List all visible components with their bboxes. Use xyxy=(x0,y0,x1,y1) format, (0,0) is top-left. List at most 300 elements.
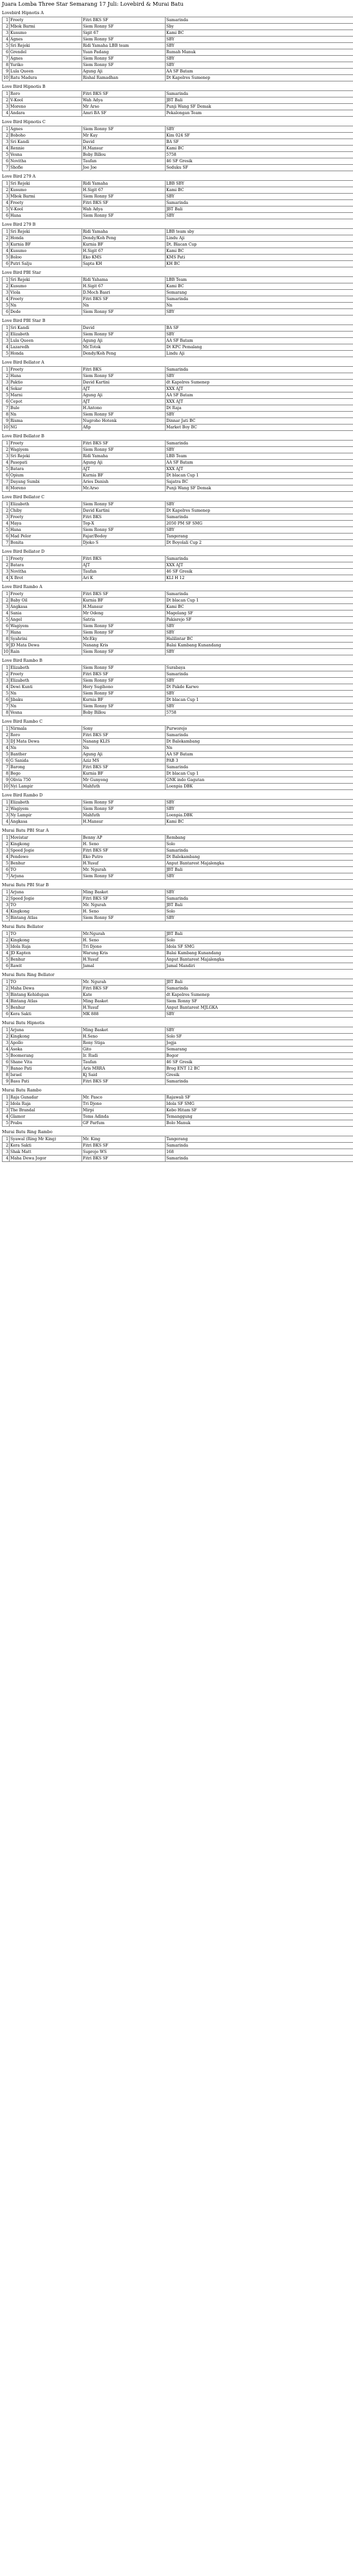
bird-name-cell: Grendel xyxy=(10,49,82,56)
rank-cell: 3 xyxy=(3,739,10,745)
rank-cell: 5 xyxy=(3,1005,10,1011)
owner-cell: Eko Putro xyxy=(82,854,166,861)
origin-cell: Dt. Blacan Cup xyxy=(166,242,353,248)
origin-cell: Semarang xyxy=(166,290,353,296)
owner-cell: H.Sigit 67 xyxy=(82,283,166,290)
rank-cell: 9 xyxy=(3,69,10,75)
origin-cell: Anput Bantarest Majalengka xyxy=(166,861,353,867)
rank-cell: 8 xyxy=(3,636,10,643)
owner-cell: Ming Basket xyxy=(82,889,166,896)
owner-cell: Siem Ronny SF xyxy=(82,703,166,710)
origin-cell: Nn xyxy=(166,745,353,752)
origin-cell: SBY xyxy=(166,194,353,200)
owner-cell: Siem Ronny SF xyxy=(82,412,166,418)
owner-cell: H. Seno xyxy=(82,938,166,944)
origin-cell: LBB team sby xyxy=(166,229,353,235)
rank-cell: 2 xyxy=(3,332,10,338)
table-row xyxy=(3,944,353,950)
rank-cell: 4 xyxy=(3,854,10,861)
rank-cell: 5 xyxy=(3,152,10,158)
origin-cell: Samarinda xyxy=(166,764,353,771)
origin-cell: 46 SF Gresik xyxy=(166,569,353,575)
bird-name-cell: Risma xyxy=(10,418,82,425)
owner-cell: Nanang KLIS xyxy=(82,739,166,745)
bird-name-cell: Sri Rejeki xyxy=(10,43,82,49)
origin-cell: XXX AJT xyxy=(166,466,353,473)
table-row xyxy=(3,283,353,290)
owner-cell: Benny AP xyxy=(82,835,166,841)
origin-cell: LBB Team xyxy=(166,277,353,283)
bird-name-cell: Baby Oil xyxy=(10,598,82,604)
table-row xyxy=(3,104,353,110)
rank-cell: 7 xyxy=(3,703,10,710)
table-row xyxy=(3,277,353,283)
table-row xyxy=(3,332,353,338)
origin-cell: Brog ENT 12 BC xyxy=(166,1066,353,1072)
bird-name-cell: TO xyxy=(10,979,82,986)
owner-cell: Dendy/Koh Peng xyxy=(82,351,166,357)
rank-cell: 8 xyxy=(3,771,10,777)
origin-cell: SBY xyxy=(166,678,353,684)
origin-cell: Samarinda xyxy=(166,17,353,24)
owner-cell: H.Sigit 67 xyxy=(82,187,166,194)
bird-name-cell: Cepot xyxy=(10,399,82,405)
bird-name-cell: Kingkong xyxy=(10,938,82,944)
owner-cell: Ridi Yamaha xyxy=(82,181,166,187)
class-section xyxy=(2,716,351,790)
rank-cell: 2 xyxy=(3,1143,10,1149)
results-table xyxy=(2,90,353,117)
owner-cell: GF Parfum xyxy=(82,1120,166,1127)
rank-cell: 4 xyxy=(3,950,10,957)
origin-cell: SBY xyxy=(166,527,353,534)
origin-cell: Halilintar BC xyxy=(166,636,353,643)
origin-cell: KLI H 12 xyxy=(166,575,353,582)
owner-cell: H.Yusuf xyxy=(82,957,166,963)
class-title: Love Bird Bellator C xyxy=(2,492,351,501)
table-row xyxy=(3,569,353,575)
owner-cell: Siem Ronny SF xyxy=(82,665,166,671)
bird-name-cell: Freety xyxy=(10,367,82,373)
results-table xyxy=(2,1094,353,1127)
table-row xyxy=(3,133,353,139)
class-title: Love Bird Bellator A xyxy=(2,357,351,366)
origin-cell: AA SF Batam xyxy=(166,69,353,75)
owner-cell: Agung Aji xyxy=(82,69,166,75)
table-row xyxy=(3,139,353,146)
rank-cell: 6 xyxy=(3,213,10,219)
origin-cell: Kami BC xyxy=(166,604,353,610)
bird-name-cell: Idola Raja xyxy=(10,944,82,950)
rank-cell: 4 xyxy=(3,200,10,206)
owner-cell: Kate xyxy=(82,992,166,998)
bird-name-cell: Maha Dewa xyxy=(10,986,82,992)
owner-cell: Siem Ronny SF xyxy=(82,62,166,69)
class-title: Love Bird 279 A xyxy=(2,171,351,180)
rank-cell: 1 xyxy=(3,1136,10,1143)
bird-name-cell: Ny Lampir xyxy=(10,812,82,819)
table-row xyxy=(3,873,353,880)
owner-cell: Nugroho Hotenk xyxy=(82,418,166,425)
table-row xyxy=(3,1072,353,1079)
bird-name-cell: Sri Rejeki xyxy=(10,181,82,187)
owner-cell: Siem Ronny SF xyxy=(82,332,166,338)
origin-cell: Loenpia.DBK xyxy=(166,812,353,819)
table-row xyxy=(3,386,353,392)
table-row xyxy=(3,97,353,104)
rank-cell: 5 xyxy=(3,466,10,473)
owner-cell: Ridi Yamaha LBB team xyxy=(82,43,166,49)
bird-name-cell: Freety xyxy=(10,671,82,678)
bird-name-cell: Wagiyem xyxy=(10,623,82,630)
origin-cell: 46 SF Gresik xyxy=(166,1059,353,1066)
bird-name-cell: Shak Matt xyxy=(10,1149,82,1156)
origin-cell: SBY xyxy=(166,703,353,710)
origin-cell: PAB 3 xyxy=(166,758,353,764)
table-row xyxy=(3,110,353,117)
bird-name-cell: Elizabeth xyxy=(10,332,82,338)
table-row xyxy=(3,62,353,69)
rank-cell: 1 xyxy=(3,1027,10,1034)
origin-cell: SBY xyxy=(166,623,353,630)
class-section xyxy=(2,117,351,171)
owner-cell: Fitri BKS SF xyxy=(82,1079,166,1085)
table-row xyxy=(3,623,353,630)
rank-cell: 5 xyxy=(3,1053,10,1059)
table-row xyxy=(3,56,353,62)
owner-cell: Wah Adya xyxy=(82,97,166,104)
origin-cell: JBT Bali xyxy=(166,867,353,873)
origin-cell: Dt blacan Cup 1 xyxy=(166,771,353,777)
origin-cell: SBY xyxy=(166,691,353,697)
results-table xyxy=(2,725,353,790)
bird-name-cell: Viola xyxy=(10,290,82,296)
class-section xyxy=(2,219,351,267)
owner-cell: D.Moch Basri xyxy=(82,290,166,296)
owner-cell: Siem Ronny SF xyxy=(82,24,166,30)
table-row xyxy=(3,861,353,867)
bird-name-cell: Freety xyxy=(10,441,82,447)
rank-cell: 6 xyxy=(3,534,10,540)
owner-cell: Kurnia BF xyxy=(82,771,166,777)
rank-cell: 9 xyxy=(3,1079,10,1085)
bird-name-cell: Elizabeth xyxy=(10,800,82,806)
rank-cell: 4 xyxy=(3,460,10,466)
rank-cell: 4 xyxy=(3,1156,10,1162)
bird-name-cell: Freety xyxy=(10,200,82,206)
table-row xyxy=(3,540,353,546)
rank-cell: 9 xyxy=(3,418,10,425)
bird-name-cell: Freety xyxy=(10,296,82,303)
class-title: Love Bird PBI Star B xyxy=(2,316,351,324)
rank-cell: 7 xyxy=(3,405,10,412)
owner-cell: Mahfuth xyxy=(82,812,166,819)
owner-cell: Ir. Rudi xyxy=(82,1053,166,1059)
origin-cell: Dt Pakde Karwo xyxy=(166,684,353,691)
owner-cell: Siem Ronny SF xyxy=(82,800,166,806)
table-row xyxy=(3,854,353,861)
origin-cell: Dt Raja xyxy=(166,405,353,412)
bird-name-cell: Kingkong xyxy=(10,909,82,915)
class-section xyxy=(2,81,351,117)
table-row xyxy=(3,1114,353,1120)
rank-cell: 5 xyxy=(3,691,10,697)
results-table xyxy=(2,228,353,267)
rank-cell: 2 xyxy=(3,24,10,30)
rank-cell: 3 xyxy=(3,194,10,200)
origin-cell: Kami BC xyxy=(166,283,353,290)
table-row xyxy=(3,684,353,691)
bird-name-cell: Freety xyxy=(10,514,82,521)
bird-name-cell: V-Kool xyxy=(10,206,82,213)
class-section xyxy=(2,357,351,431)
origin-cell: SBY xyxy=(166,630,353,636)
rank-cell: 6 xyxy=(3,158,10,165)
owner-cell: Ridi Yamaha xyxy=(82,229,166,235)
owner-cell: Aziz MS xyxy=(82,758,166,764)
owner-cell: H.Mansur xyxy=(82,819,166,825)
table-row xyxy=(3,691,353,697)
bird-name-cell: Rain xyxy=(10,649,82,655)
table-row xyxy=(3,909,353,915)
origin-cell: SBY xyxy=(166,37,353,43)
origin-cell: SBY xyxy=(166,1027,353,1034)
origin-cell: Dt Boyolali Cup 2 xyxy=(166,540,353,546)
rank-cell: 4 xyxy=(3,909,10,915)
owner-cell: Kurnia BF xyxy=(82,473,166,479)
bird-name-cell: Arjuna xyxy=(10,1027,82,1034)
bird-name-cell: Kurnia BF xyxy=(10,242,82,248)
bird-name-cell: Paktio xyxy=(10,380,82,386)
owner-cell: Fitri BKS SF xyxy=(82,200,166,206)
rank-cell: 2 xyxy=(3,373,10,380)
bird-name-cell: Jibaku xyxy=(10,697,82,703)
bird-name-cell: DJ Mata Dewa xyxy=(10,739,82,745)
bird-name-cell: Syahrini xyxy=(10,636,82,643)
origin-cell: SBY xyxy=(166,915,353,922)
bird-name-cell: Marni xyxy=(10,392,82,399)
rank-cell: 3 xyxy=(3,812,10,819)
origin-cell: Bolo Manuk xyxy=(166,1120,353,1127)
rank-cell: 2 xyxy=(3,732,10,739)
owner-cell: Fitri BKS SF xyxy=(82,91,166,97)
bird-name-cell: Kingkong xyxy=(10,1034,82,1040)
owner-cell: Fitri BKS SF xyxy=(82,986,166,992)
table-row xyxy=(3,1047,353,1053)
bird-name-cell: Kusumo xyxy=(10,248,82,255)
rank-cell: 1 xyxy=(3,979,10,986)
bird-name-cell: Vesna xyxy=(10,152,82,158)
origin-cell: Lindu Aji xyxy=(166,351,353,357)
rank-cell: 1 xyxy=(3,367,10,373)
owner-cell: Ridi Yahama xyxy=(82,277,166,283)
origin-cell: dt Kapolres Sumenep xyxy=(166,380,353,386)
results-table xyxy=(2,1136,353,1162)
bird-name-cell: Kera Sakti xyxy=(10,1011,82,1018)
rank-cell: 1 xyxy=(3,91,10,97)
origin-cell: Semarang xyxy=(166,1047,353,1053)
rank-cell: 10 xyxy=(3,75,10,81)
origin-cell: Pekalongan Team xyxy=(166,110,353,117)
owner-cell: Mr. Pasco xyxy=(82,1095,166,1101)
class-section xyxy=(2,582,351,655)
rank-cell: 1 xyxy=(3,126,10,133)
rank-cell: 5 xyxy=(3,43,10,49)
table-row xyxy=(3,1034,353,1040)
table-row xyxy=(3,1053,353,1059)
origin-cell: Nn xyxy=(166,303,353,309)
table-row xyxy=(3,957,353,963)
owner-cell: Siem Ronny SF xyxy=(82,873,166,880)
class-title: Love Bird Rambo B xyxy=(2,655,351,664)
table-row xyxy=(3,800,353,806)
results-table xyxy=(2,889,353,922)
bird-name-cell: Wagiyem xyxy=(10,447,82,453)
owner-cell: Fitri BKS SF xyxy=(82,591,166,598)
table-row xyxy=(3,963,353,970)
origin-cell: SBY xyxy=(166,873,353,880)
bird-name-cell: Bego xyxy=(10,771,82,777)
bird-name-cell: Benhur xyxy=(10,861,82,867)
owner-cell: H.Seno xyxy=(82,1034,166,1040)
rank-cell: 9 xyxy=(3,643,10,649)
bird-name-cell: JD Kapten xyxy=(10,950,82,957)
owner-cell: Siem Ronny SF xyxy=(82,527,166,534)
owner-cell: Ming Basket xyxy=(82,998,166,1005)
rank-cell: 7 xyxy=(3,764,10,771)
table-row xyxy=(3,938,353,944)
rank-cell: 8 xyxy=(3,485,10,492)
class-section xyxy=(2,970,351,1018)
origin-cell: 2050 PM SF SMG xyxy=(166,521,353,527)
origin-cell: Rajawali SF xyxy=(166,1095,353,1101)
table-row xyxy=(3,473,353,479)
results-table xyxy=(2,440,353,492)
table-row xyxy=(3,146,353,152)
class-title: Love Bird Hipnotis B xyxy=(2,81,351,90)
rank-cell: 8 xyxy=(3,1072,10,1079)
bird-name-cell: Banther xyxy=(10,752,82,758)
table-row xyxy=(3,806,353,812)
table-row xyxy=(3,726,353,732)
rank-cell: 6 xyxy=(3,1011,10,1018)
class-section xyxy=(2,8,351,81)
table-row xyxy=(3,75,353,81)
bird-name-cell: Arjuna xyxy=(10,873,82,880)
owner-cell: H. Seno xyxy=(82,909,166,915)
owner-cell: Fitri BKS xyxy=(82,367,166,373)
table-row xyxy=(3,697,353,703)
owner-cell: Fitri BKS SF xyxy=(82,296,166,303)
class-title: Murai Batu Ring Bellator xyxy=(2,970,351,979)
origin-cell: Samarinda xyxy=(166,1079,353,1085)
owner-cell: Wah Adya xyxy=(82,206,166,213)
bird-name-cell: Speed Jogie xyxy=(10,848,82,854)
origin-cell: 5758 xyxy=(166,152,353,158)
owner-cell: Ming Basket xyxy=(82,1027,166,1034)
origin-cell: Dt Kapolres Sumenep xyxy=(166,508,353,514)
rank-cell: 2 xyxy=(3,447,10,453)
rank-cell: 1 xyxy=(3,889,10,896)
owner-cell: Agung Aji xyxy=(82,392,166,399)
table-row xyxy=(3,604,353,610)
bird-name-cell: Banao Pati xyxy=(10,1066,82,1072)
origin-cell: Dt Kapolres Sumenep xyxy=(166,75,353,81)
bird-name-cell: Bintang Kehidupan xyxy=(10,992,82,998)
origin-cell: Samarinda xyxy=(166,556,353,562)
bird-name-cell: Andara xyxy=(10,110,82,117)
table-row xyxy=(3,1107,353,1114)
bird-name-cell: Batara xyxy=(10,466,82,473)
page-title: Juara Lomba Three Star Semarang 17 Juli: Lovebird & Murai Batu xyxy=(2,1,351,8)
table-row xyxy=(3,290,353,296)
origin-cell: AA SF Batam xyxy=(166,338,353,344)
origin-cell: Samarinda xyxy=(166,200,353,206)
owner-cell: AJT xyxy=(82,399,166,405)
class-title: Murai Batu Bellator xyxy=(2,922,351,930)
owner-cell: Fitri BKS SF xyxy=(82,732,166,739)
owner-cell: Ari K xyxy=(82,575,166,582)
bird-name-cell: TO xyxy=(10,931,82,938)
bird-name-cell: Basu Pati xyxy=(10,1079,82,1085)
rank-cell: 6 xyxy=(3,261,10,267)
origin-cell: Solo xyxy=(166,909,353,915)
owner-cell: H.Antono xyxy=(82,405,166,412)
origin-cell: Punji Wang SF Demak xyxy=(166,104,353,110)
results-sections xyxy=(2,8,351,1162)
class-title: Murai Batu Rambo xyxy=(2,1085,351,1094)
rank-cell: 5 xyxy=(3,206,10,213)
owner-cell: Eko KMS xyxy=(82,255,166,261)
table-row xyxy=(3,630,353,636)
table-row xyxy=(3,819,353,825)
rank-cell: 4 xyxy=(3,344,10,351)
table-row xyxy=(3,745,353,752)
origin-cell: SBY xyxy=(166,447,353,453)
rank-cell: 2 xyxy=(3,1034,10,1040)
owner-cell: David Kartini xyxy=(82,380,166,386)
origin-cell: Rembang xyxy=(166,835,353,841)
table-row xyxy=(3,338,353,344)
owner-cell: H.Yusuf xyxy=(82,861,166,867)
rank-cell: 5 xyxy=(3,915,10,922)
table-row xyxy=(3,758,353,764)
class-title: Love Bird Rambo D xyxy=(2,790,351,799)
origin-cell: XXX AJT xyxy=(166,386,353,392)
owner-cell: Mr.Totok xyxy=(82,344,166,351)
owner-cell: AJT xyxy=(82,466,166,473)
bird-name-cell: Apollo xyxy=(10,1040,82,1047)
table-row xyxy=(3,771,353,777)
table-row xyxy=(3,351,353,357)
bird-name-cell: Roro xyxy=(10,91,82,97)
rank-cell: 6 xyxy=(3,758,10,764)
table-row xyxy=(3,610,353,617)
origin-cell: Kami BC xyxy=(166,146,353,152)
bird-name-cell: Mbok Barmi xyxy=(10,194,82,200)
table-row xyxy=(3,405,353,412)
class-title: Love Bird Hipnotis C xyxy=(2,117,351,126)
bird-name-cell: Hana xyxy=(10,213,82,219)
table-row xyxy=(3,466,353,473)
owner-cell: Sapta KH xyxy=(82,261,166,267)
bird-name-cell: Sri Rejeki xyxy=(10,277,82,283)
rank-cell: 4 xyxy=(3,1114,10,1120)
rank-cell: 2 xyxy=(3,133,10,139)
results-table xyxy=(2,501,353,546)
table-row xyxy=(3,835,353,841)
owner-cell: Agung Aji xyxy=(82,460,166,466)
